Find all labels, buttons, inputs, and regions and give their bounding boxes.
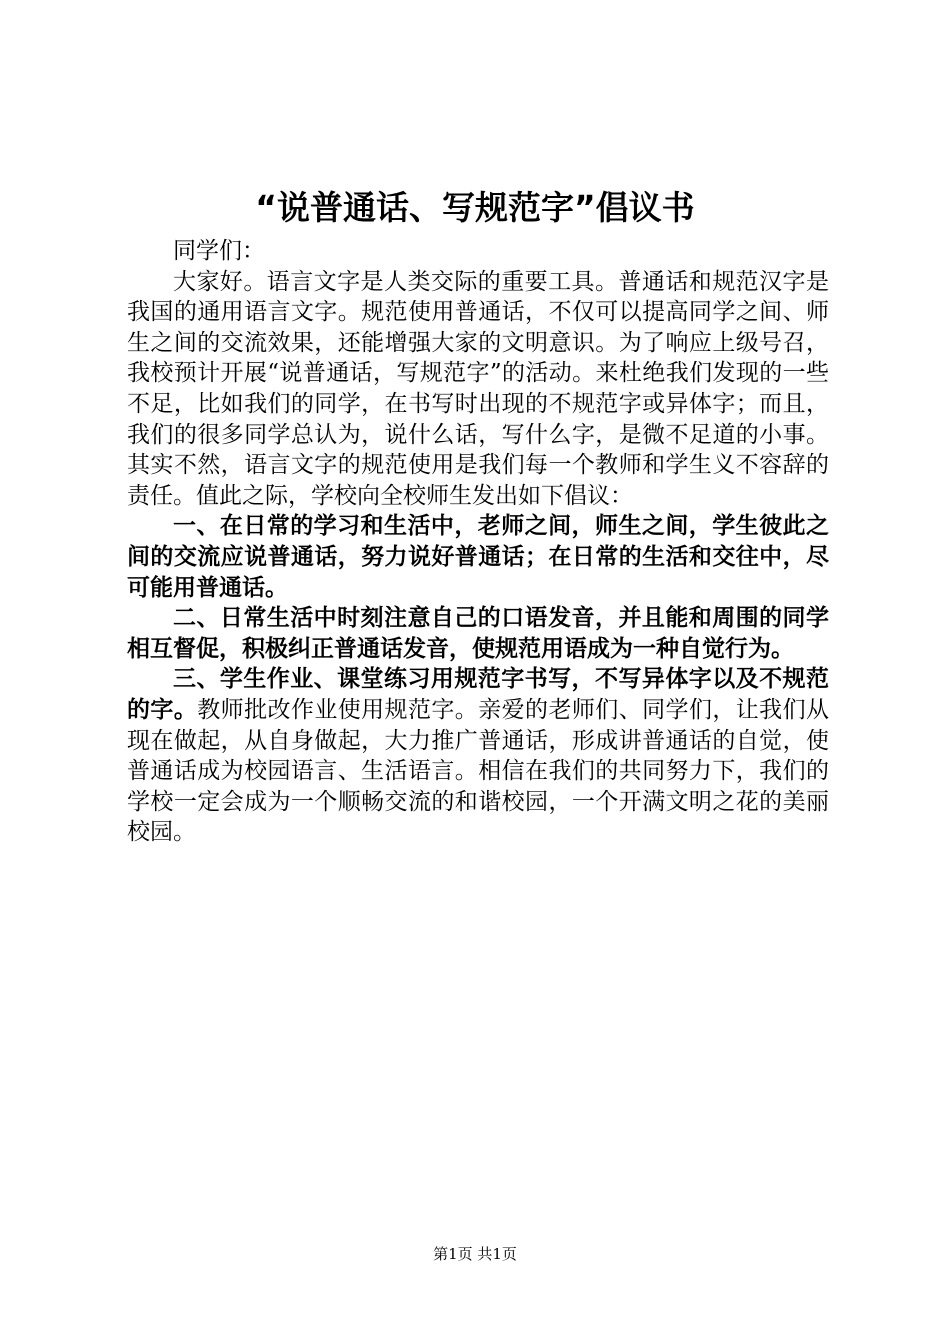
salutation: 同学们： [173,238,265,264]
document-title: “说普通话、写规范字”倡议书 [255,188,695,227]
proposal-item-3-text: 教师批改作业使用规范字。亲爱的老师们、同学们，让我们从现在做起，从自身做起，大力推广普通话，形成讲普通话的自觉，使普通话成为校园语言、生活语言。相信在我们的共同努力下，我们的学校一定会成为一个顺畅交流的和谐校园，一个开满文明之花的美丽校园。 [127,696,830,846]
intro-paragraph: 大家好。语言文字是人类交际的重要工具。普通话和规范汉字是我国的通用语言文字。规范使用普通话，不仅可以提高同学之间、师生之间的交流效果，还能增强大家的文明意识。为了响应上级号召，我校预计开展“说普通话，写规范字”的活动。来杜绝我们发现的一些不足，比如我们的同学，在书写时出现的不规范字或异体字；而且，我们的很多同学总认为，说什么话，写什么字，是微不足道的小事。其实不然，语言文字的规范使用是我们每一个教师和学生义不容辞的责任。值此之际，学校向全校师生发出如下倡议： [127,268,829,509]
proposal-item-3 [127,664,829,848]
document-body [127,236,829,848]
proposal-item-1: 一、在日常的学习和生活中，老师之间，师生之间，学生彼此之间的交流应说普通话，努力说好普通话；在日常的生活和交往中，尽可能用普通话。 [127,513,829,601]
proposal-item-3-heading: 三、学生作业、课堂练习用规范字书写，不写异体字以及不规范的字。 [127,666,829,723]
proposal-item-2: 二、日常生活中时刻注意自己的口语发音，并且能和周围的同学相互督促，积极纠正普通话发音，使规范用语成为一种自觉行为。 [127,605,829,662]
page-number-footer: 第1页 共1页 [433,1245,517,1263]
